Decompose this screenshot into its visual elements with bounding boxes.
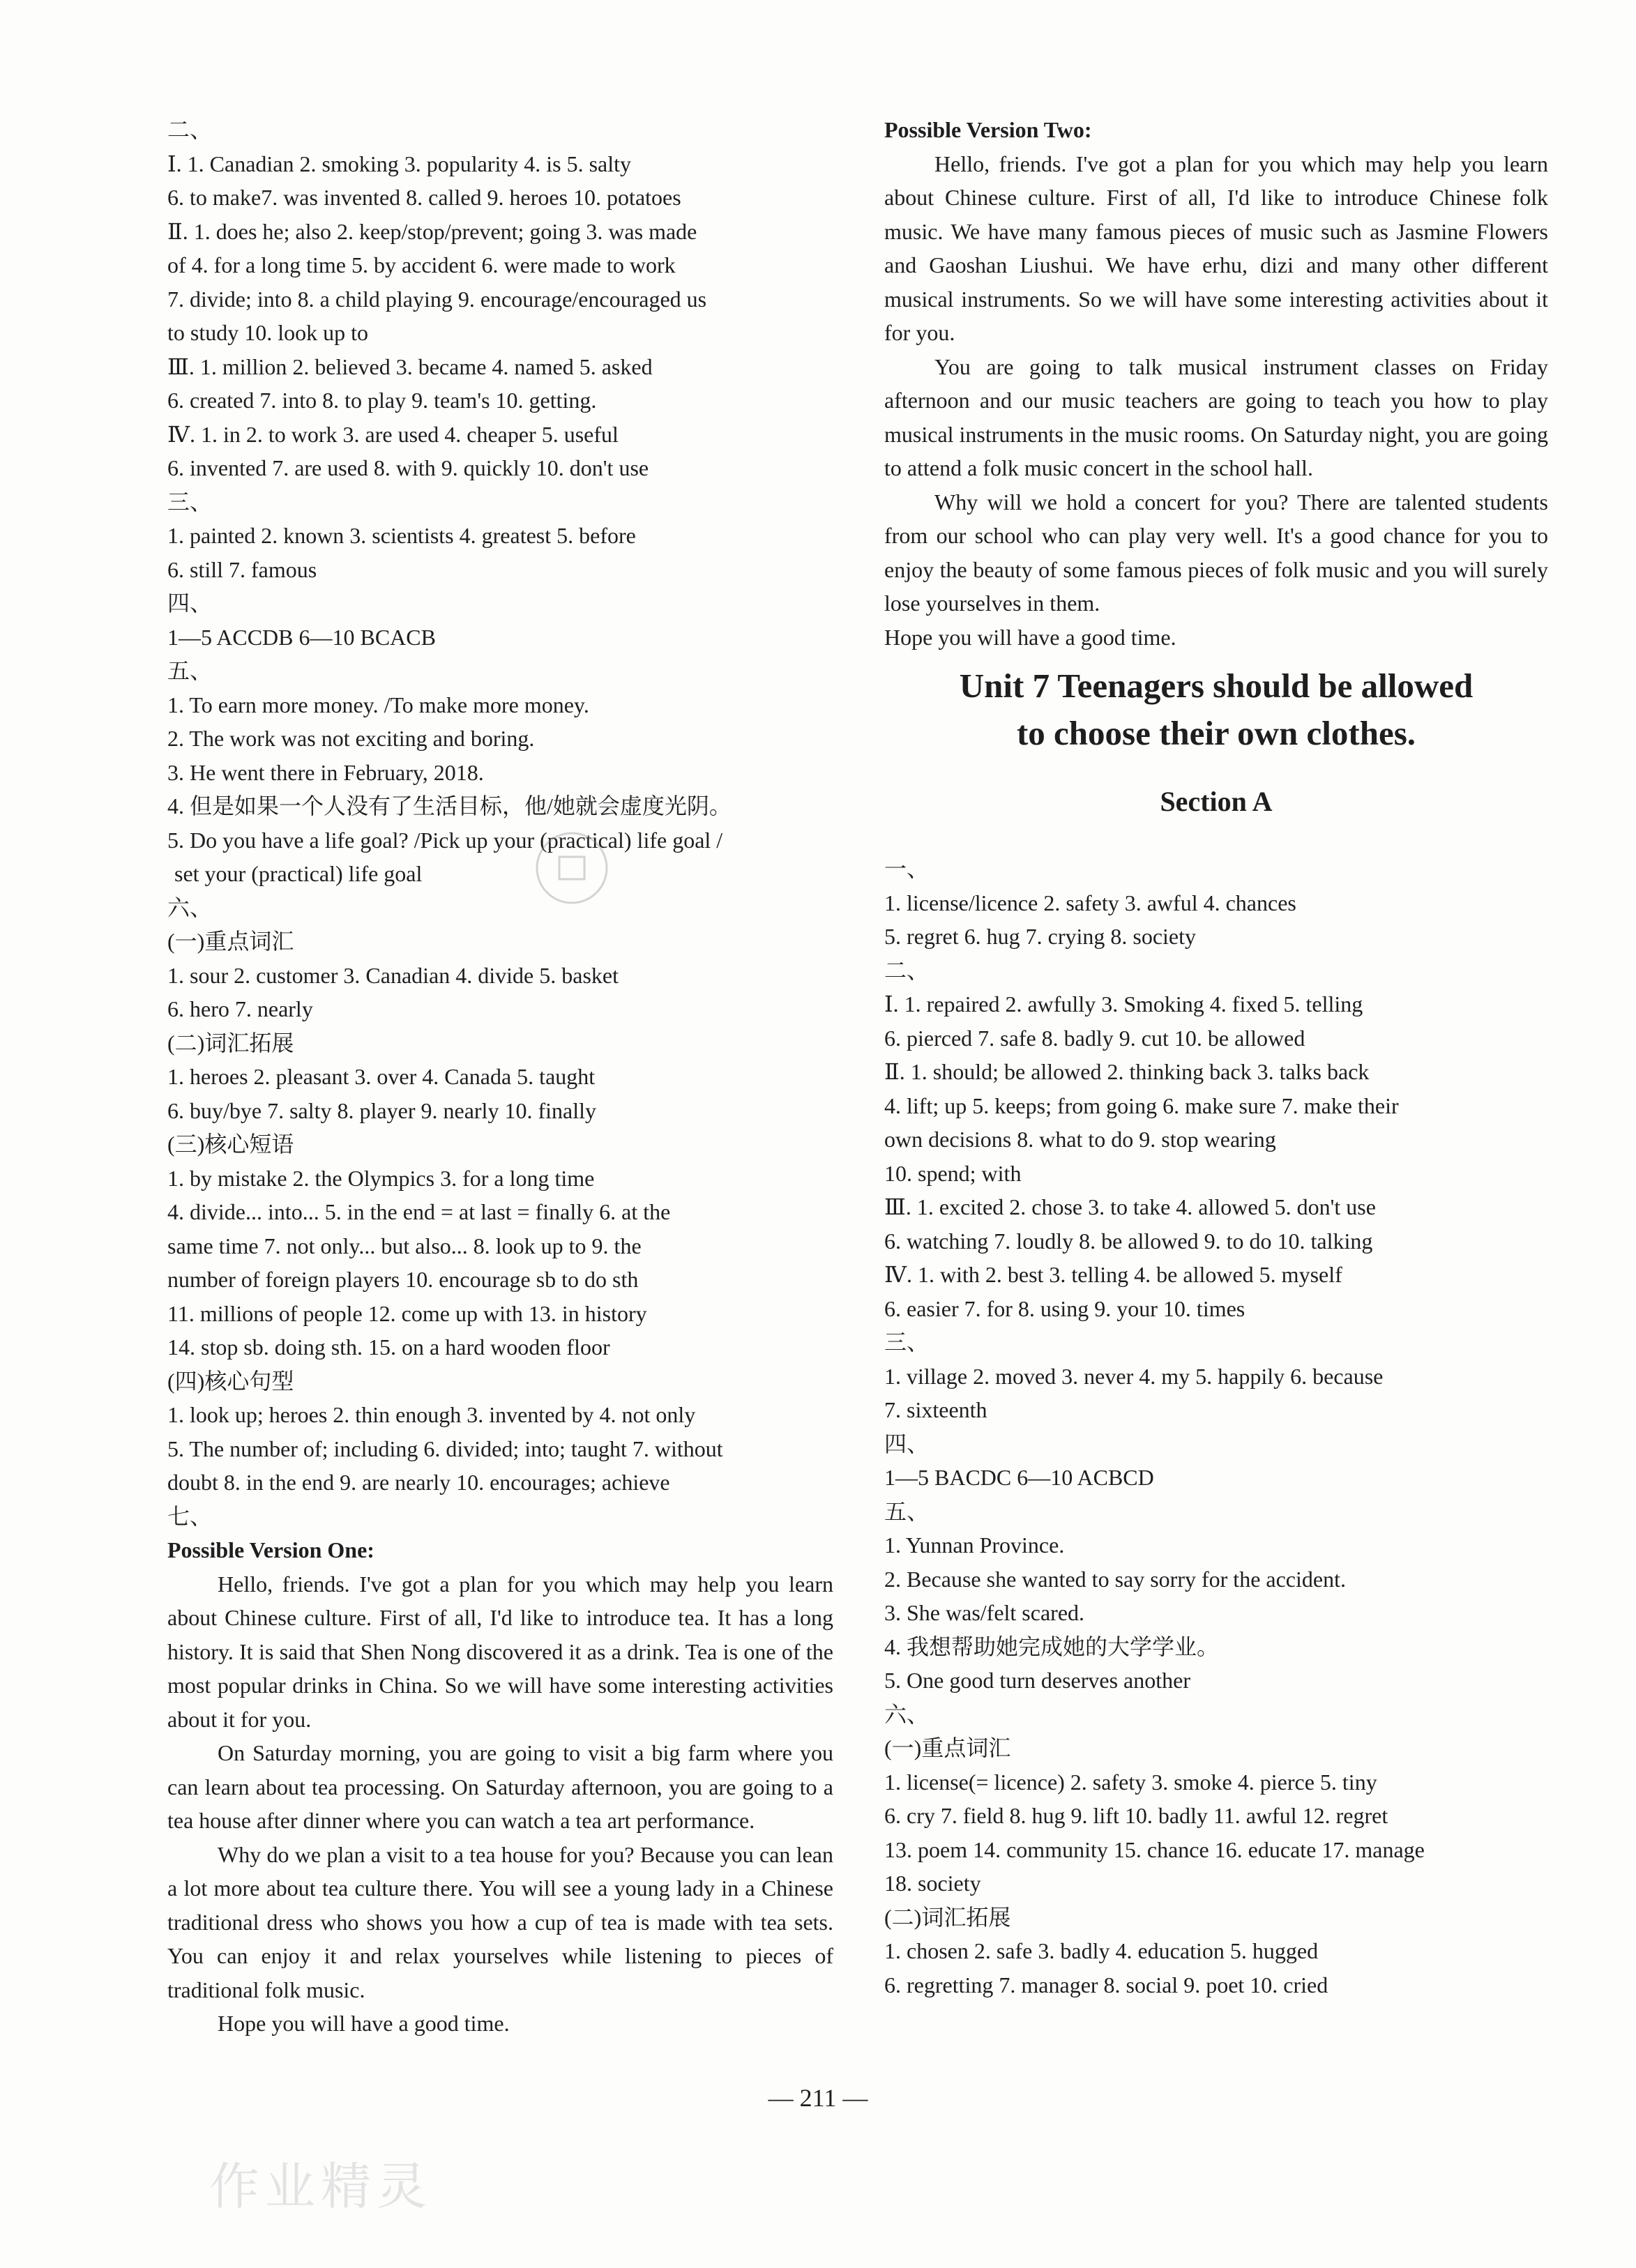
unit-title-line2: to choose their own clothes.: [1016, 714, 1416, 752]
answer-line: Possible Version One:: [167, 1537, 374, 1562]
answer-line: (一)重点词汇: [884, 1735, 1011, 1760]
answer-line: 6. invented 7. are used 8. with 9. quickly 10. don't use: [167, 455, 649, 480]
answer-paragraph: Hello, friends. I've got a plan for you which may help you learn about Chinese culture. First of all, I'd like to introduce Chinese folk music. We have many famous pieces of music such as Jasmine Flowers and Gaoshan Liushui. We have erhu, dizi and many other different musical instruments. So we will have some interesting activities about it for you.: [884, 151, 1548, 345]
answer-line: 1. To earn more money. /To make more money.: [167, 692, 589, 717]
answer-line: Ⅳ. 1. in 2. to work 3. are used 4. cheaper 5. useful: [167, 421, 619, 447]
right-bottom-answers: [884, 852, 1548, 2002]
answer-line: 1. painted 2. known 3. scientists 4. greatest 5. before: [167, 523, 636, 548]
answer-line: (三)核心短语: [167, 1132, 294, 1157]
unit-title: [884, 662, 1548, 757]
answer-line: 三、: [167, 489, 213, 515]
answer-line: 14. stop sb. doing sth. 15. on a hard wooden floor: [167, 1334, 610, 1360]
answer-line: 4. divide... into... 5. in the end = at last = finally 6. at the: [167, 1199, 671, 1224]
answer-line: 二、: [884, 957, 930, 983]
stamp-icon: [530, 826, 614, 910]
answer-paragraph: Why will we hold a concert for you? There are talented students from our school who can play very well. It's a good chance for you to enjoy the beauty of some famous pieces of folk music and you will surely lose yourselves in them.: [884, 489, 1548, 616]
answer-line: Ⅰ. 1. repaired 2. awfully 3. Smoking 4. fixed 5. telling: [884, 991, 1363, 1017]
answer-line: 5. The number of; including 6. divided; into; taught 7. without: [167, 1436, 723, 1461]
answer-line: (二)词汇拓展: [167, 1030, 294, 1056]
answer-line: 4. 但是如果一个人没有了生活目标，他/她就会虚度光阴。: [167, 793, 732, 819]
answer-line: 1. chosen 2. safe 3. badly 4. education 5. hugged: [884, 1938, 1319, 1963]
answer-line: 1—5 BACDC 6—10 ACBCD: [884, 1465, 1154, 1490]
answer-line: (一)重点词汇: [167, 929, 294, 954]
answer-line: of 4. for a long time 5. by accident 6. were made to work: [167, 252, 676, 277]
answer-line: (四)核心句型: [167, 1368, 294, 1394]
answer-line: 13. poem 14. community 15. chance 16. educate 17. manage: [884, 1836, 1425, 1862]
answer-line: 1. by mistake 2. the Olympics 3. for a long time: [167, 1165, 595, 1191]
answer-line: 六、: [884, 1701, 930, 1727]
answer-line: 6. cry 7. field 8. hug 9. lift 10. badly 11. awful 12. regret: [884, 1803, 1388, 1828]
answer-line: Ⅲ. 1. million 2. believed 3. became 4. named 5. asked: [167, 353, 653, 379]
answer-line: 6. buy/bye 7. salty 8. player 9. nearly 10. finally: [167, 1097, 596, 1123]
answer-line: 一、: [884, 856, 930, 881]
right-top-answers: [884, 113, 1548, 654]
answer-line: 3. She was/felt scared.: [884, 1600, 1085, 1625]
answer-paragraph: Hope you will have a good time.: [218, 2011, 510, 2036]
answer-line: 4. lift; up 5. keeps; from going 6. make sure 7. make their: [884, 1093, 1399, 1118]
right-column: [884, 113, 1548, 2002]
page-number: — 211 —: [768, 2084, 868, 2112]
answer-line: 5. regret 6. hug 7. crying 8. society: [884, 924, 1196, 949]
answer-line: 1. look up; heroes 2. thin enough 3. invented by 4. not only: [167, 1402, 696, 1427]
section-title: Section A: [1160, 786, 1273, 817]
answer-line: doubt 8. in the end 9. are nearly 10. encourages; achieve: [167, 1470, 670, 1495]
answer-line: to study 10. look up to: [167, 320, 369, 345]
unit-title-line1: Unit 7 Teenagers should be allowed: [959, 667, 1474, 705]
answer-line: 四、: [167, 591, 213, 616]
answer-line: same time 7. not only... but also... 8. look up to 9. the: [167, 1233, 642, 1258]
answer-line: 二、: [167, 117, 213, 142]
answer-line: 六、: [167, 895, 213, 920]
answer-line: (二)词汇拓展: [884, 1904, 1011, 1930]
answer-line: 1—5 ACCDB 6—10 BCACB: [167, 624, 436, 650]
answer-line: 6. regretting 7. manager 8. social 9. poet 10. cried: [884, 1972, 1328, 1997]
answer-line: 5. Do you have a life goal? /Pick up your (practical) life goal /: [167, 827, 723, 853]
answer-line: 五、: [884, 1498, 930, 1524]
answer-line: 2. Because she wanted to say sorry for the accident.: [884, 1566, 1346, 1592]
answer-line: 10. spend; with: [884, 1160, 1022, 1186]
answer-line: 1. sour 2. customer 3. Canadian 4. divide 5. basket: [167, 962, 619, 988]
answer-line: set your (practical) life goal: [174, 861, 423, 886]
answer-line: 1. village 2. moved 3. never 4. my 5. happily 6. because: [884, 1363, 1384, 1389]
answer-line: Ⅰ. 1. Canadian 2. smoking 3. popularity 4. is 5. salty: [167, 151, 632, 176]
answer-line: 5. One good turn deserves another: [884, 1668, 1190, 1693]
answer-line: 三、: [884, 1330, 930, 1355]
answer-line: 6. easier 7. for 8. using 9. your 10. times: [884, 1295, 1245, 1321]
answer-line: number of foreign players 10. encourage sb to do sth: [167, 1267, 639, 1292]
answer-line: 1. heroes 2. pleasant 3. over 4. Canada 5. taught: [167, 1064, 596, 1089]
answer-line: Ⅲ. 1. excited 2. chose 3. to take 4. allowed 5. don't use: [884, 1194, 1376, 1219]
answer-line: Ⅱ. 1. does he; also 2. keep/stop/prevent; going 3. was made: [167, 218, 697, 244]
answer-line: 1. Yunnan Province.: [884, 1532, 1065, 1558]
answer-line: Ⅳ. 1. with 2. best 3. telling 4. be allowed 5. myself: [884, 1262, 1342, 1287]
answer-line: 1. license(= licence) 2. safety 3. smoke 4. pierce 5. tiny: [884, 1769, 1377, 1795]
answer-line: 6. created 7. into 8. to play 9. team's 10. getting.: [167, 388, 597, 413]
answer-line: 7. divide; into 8. a child playing 9. encourage/encouraged us: [167, 286, 707, 312]
answer-line: Possible Version Two:: [884, 117, 1092, 142]
answer-line: 6. to make7. was invented 8. called 9. heroes 10. potatoes: [167, 185, 681, 210]
answer-line: 7. sixteenth: [884, 1397, 987, 1422]
answer-line: 2. The work was not exciting and boring.: [167, 726, 535, 751]
watermark: 作业精灵: [209, 2157, 433, 2216]
answer-line: 18. society: [884, 1871, 981, 1896]
answer-line: Ⅱ. 1. should; be allowed 2. thinking back 3. talks back: [884, 1059, 1370, 1084]
answer-paragraph: On Saturday morning, you are going to visit a big farm where you can learn about tea processing. On Saturday afternoon, you are going to a tea house after dinner where you can watch a tea art performance.: [167, 1740, 833, 1833]
answer-paragraph: You are going to talk musical instrument classes on Friday afternoon and our music teachers are going to teach you how to play musical instruments in the music rooms. On Saturday night, you are going to attend a folk music concert in the school hall.: [884, 353, 1548, 480]
answer-line: 6. pierced 7. safe 8. badly 9. cut 10. be allowed: [884, 1025, 1305, 1051]
answer-line: 6. hero 7. nearly: [167, 996, 313, 1021]
answer-line: Hope you will have a good time.: [884, 624, 1176, 650]
answer-paragraph: Why do we plan a visit to a tea house for you? Because you can lean a lot more about tea culture there. You will see a young lady in a Chinese traditional dress who shows you how a cup of tea is made with tea sets. You can enjoy it and relax yourselves while listening to pieces of traditional folk music.: [167, 1841, 833, 2002]
answer-line: 1. license/licence 2. safety 3. awful 4. chances: [884, 890, 1296, 915]
answer-line: 四、: [884, 1431, 930, 1456]
answer-line: 4. 我想帮助她完成她的大学学业。: [884, 1634, 1220, 1659]
answer-line: 五、: [167, 658, 213, 683]
answer-line: 七、: [167, 1503, 213, 1529]
answer-line: own decisions 8. what to do 9. stop wearing: [884, 1127, 1276, 1152]
answer-line: 6. still 7. famous: [167, 556, 317, 582]
answer-line: 3. He went there in February, 2018.: [167, 759, 484, 785]
left-column: [167, 113, 833, 2041]
answer-paragraph: Hello, friends. I've got a plan for you which may help you learn about Chinese culture. First of all, I'd like to introduce tea. It has a long history. It is said that Shen Nong discovered it as a drink. Tea is one of the most popular drinks in China. So we will have some interesting activities about it for you.: [167, 1571, 833, 1732]
answer-line: 11. millions of people 12. come up with 13. in history: [167, 1300, 647, 1326]
answer-line: 6. watching 7. loudly 8. be allowed 9. to do 10. talking: [884, 1228, 1373, 1254]
